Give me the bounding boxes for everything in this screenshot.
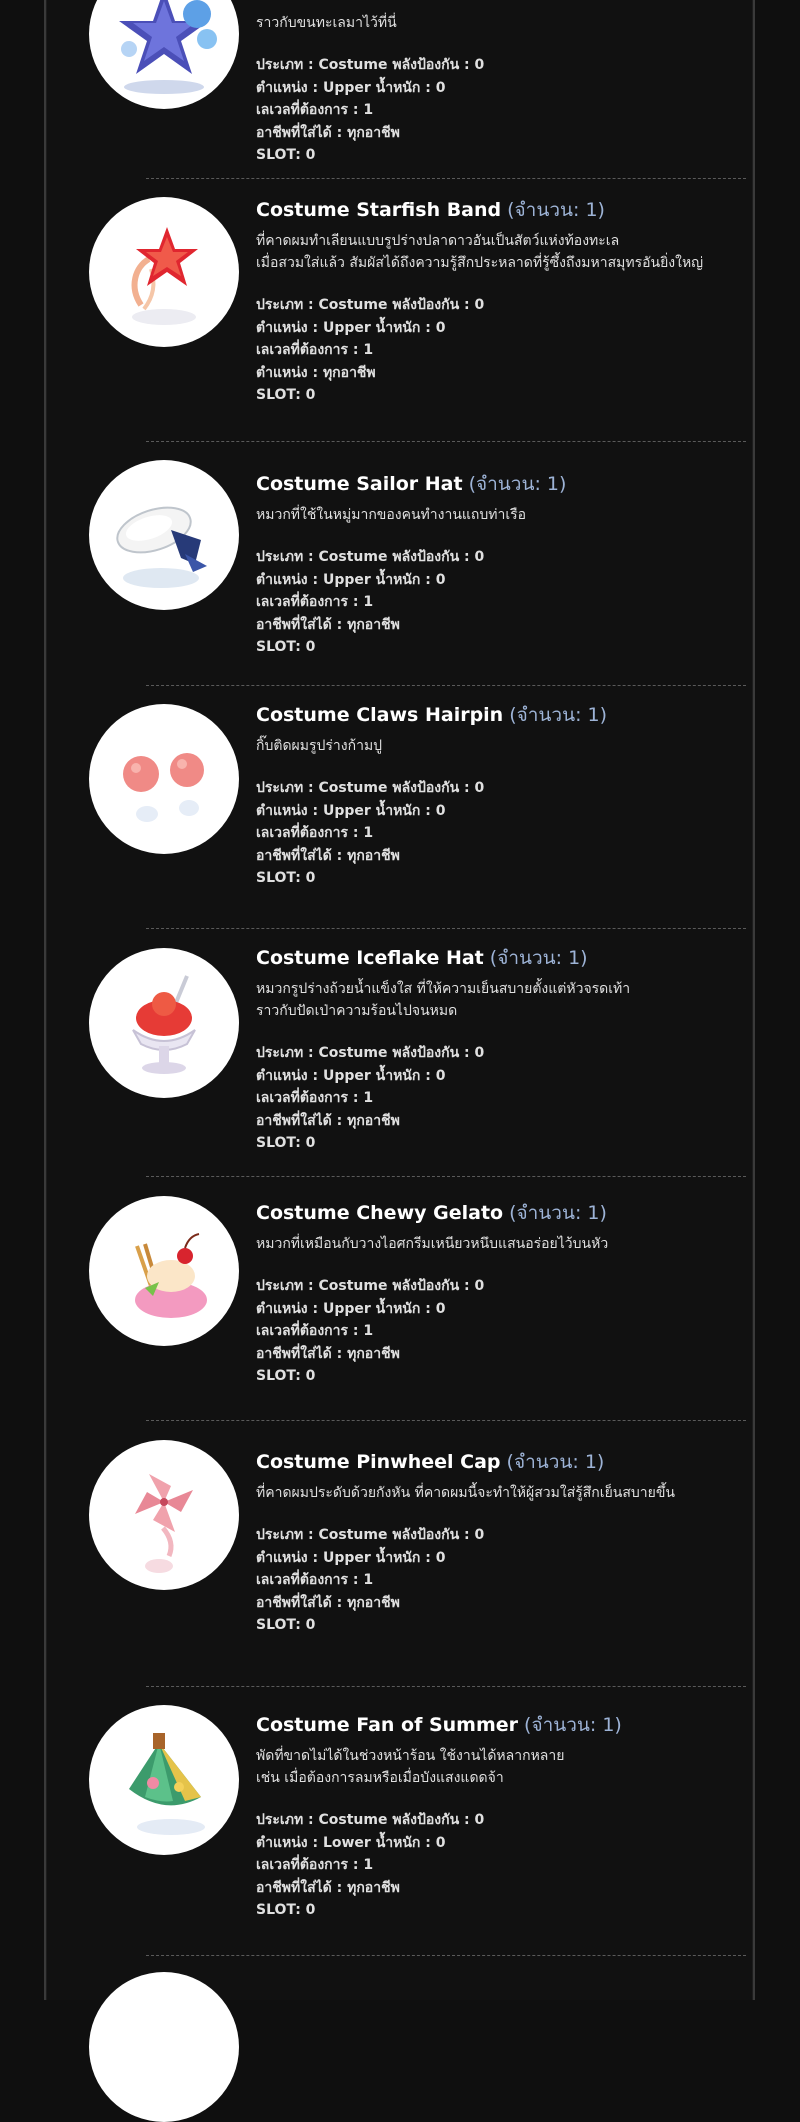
item-description: หมวกที่เหมือนกับวางไอศกรีมเหนียวหนึบแสนอร่อยไว้บนหัว (256, 1236, 609, 1252)
item-divider (146, 1686, 746, 1687)
item-position: ตำแหน่ง : Upper น้ำหนัก : 0 (256, 571, 446, 588)
item-slot: SLOT: 0 (256, 870, 316, 886)
item-job: อาชีพที่ใส่ได้ : ทุกอาชีพ (256, 1345, 400, 1362)
item-position: ตำแหน่ง : Upper น้ำหนัก : 0 (256, 79, 446, 96)
item-slot: SLOT: 0 (256, 1902, 316, 1918)
item-job: อาชีพที่ใส่ได้ : ทุกอาชีพ (256, 1594, 400, 1611)
item-level: เลเวลที่ต้องการ : 1 (256, 825, 374, 841)
item-type: ประเภท : Costume พลังป้องกัน : 0 (256, 1278, 485, 1294)
item-quantity: (จำนวน: 1) (468, 473, 567, 495)
item-type: ประเภท : Costume พลังป้องกัน : 0 (256, 1045, 485, 1061)
item-description: ราวกับขนทะเลมาไว้ที่นี่ (256, 15, 397, 31)
item-level: เลเวลที่ต้องการ : 1 (256, 1572, 374, 1588)
item-type: ประเภท : Costume พลังป้องกัน : 0 (256, 297, 485, 313)
item-title (256, 1450, 746, 1474)
item-level: เลเวลที่ต้องการ : 1 (256, 1323, 374, 1339)
item-type: ประเภท : Costume พลังป้องกัน : 0 (256, 1812, 485, 1828)
item-quantity: (จำนวน: 1) (509, 1202, 607, 1224)
item-slot: SLOT: 0 (256, 1368, 316, 1384)
item-title (256, 703, 746, 727)
item-level: เลเวลที่ต้องการ : 1 (256, 102, 374, 118)
pinwheel-cap-icon (89, 1440, 239, 1590)
item-job: อาชีพที่ใส่ได้ : ทุกอาชีพ (256, 616, 400, 633)
item-description: ที่คาดผมทำเลียนแบบรูปร่างปลาดาวอันเป็นสัตว์แห่งท้องทะเล เมื่อสวมใส่แล้ว สัมผัสได้ถึงความรู้สึกประหลาดที่รู้ซึ้งถึงมหาสมุทรอันยิ่งใหญ่ (256, 233, 704, 271)
item-divider (146, 685, 746, 686)
item-divider (146, 1176, 746, 1177)
item-level: เลเวลที่ต้องการ : 1 (256, 1090, 374, 1106)
item-quantity: (จำนวน: 1) (524, 1714, 622, 1736)
item-position: ตำแหน่ง : Upper น้ำหนัก : 0 (256, 319, 446, 336)
iceflake-hat-icon (89, 948, 239, 1098)
item-quantity: (จำนวน: 1) (506, 1451, 605, 1473)
item-position: ตำแหน่ง : Upper น้ำหนัก : 0 (256, 1300, 446, 1317)
item-title (256, 1201, 746, 1225)
item-name: Costume Fan of Summer (256, 1714, 519, 1736)
item-title (256, 946, 746, 970)
fan-of-summer-icon (89, 1705, 239, 1855)
item-quantity: (จำนวน: 1) (509, 704, 608, 726)
item-name: Costume Chewy Gelato (256, 1202, 504, 1224)
item-level: เลเวลที่ต้องการ : 1 (256, 342, 374, 358)
item-divider (146, 441, 746, 442)
item-job: อาชีพที่ใส่ได้ : ทุกอาชีพ (256, 1879, 400, 1896)
item-position: ตำแหน่ง : Upper น้ำหนัก : 0 (256, 802, 446, 819)
item-divider (146, 928, 746, 929)
item-divider (146, 1420, 746, 1421)
item-slot: SLOT: 0 (256, 387, 316, 403)
item-position: ตำแหน่ง : Lower น้ำหนัก : 0 (256, 1834, 446, 1851)
starfish-plush-icon (89, 0, 239, 109)
item-title (256, 1713, 746, 1737)
item-level: เลเวลที่ต้องการ : 1 (256, 1857, 374, 1873)
item-type: ประเภท : Costume พลังป้องกัน : 0 (256, 1527, 485, 1543)
item-type: ประเภท : Costume พลังป้องกัน : 0 (256, 549, 485, 565)
item-description: ที่คาดผมประดับด้วยกังหัน ที่คาดผมนี้จะทำให้ผู้สวมใส่รู้สึกเย็นสบายขึ้น (256, 1485, 675, 1501)
item-slot: SLOT: 0 (256, 639, 316, 655)
item-name: Costume Iceflake Hat (256, 947, 484, 969)
item-quantity: (จำนวน: 1) (489, 947, 588, 969)
item-position: ตำแหน่ง : Upper น้ำหนัก : 0 (256, 1549, 446, 1566)
item-name: Costume Claws Hairpin (256, 704, 504, 726)
item-description: หมวกรูปร่างถ้วยน้ำแข็งใส ที่ให้ความเย็นสบายตั้งแต่หัวจรดเท้า ราวกับปัดเป่าความร้อนไปจนหมด (256, 981, 631, 1019)
item-description: กิ๊บติดผมรูปร่างก้ามปู (256, 738, 383, 754)
item-title (256, 198, 746, 222)
item-name: Costume Starfish Band (256, 199, 502, 221)
item-list-panel (44, 0, 755, 2000)
item-name: Costume Pinwheel Cap (256, 1451, 501, 1473)
item-slot: SLOT: 0 (256, 1617, 316, 1633)
item-slot: SLOT: 0 (256, 1135, 316, 1151)
item-type: ประเภท : Costume พลังป้องกัน : 0 (256, 57, 485, 73)
item-job: อาชีพที่ใส่ได้ : ทุกอาชีพ (256, 847, 400, 864)
item-job: ตำแหน่ง : ทุกอาชีพ (256, 364, 376, 381)
item-level: เลเวลที่ต้องการ : 1 (256, 594, 374, 610)
next-item-icon (89, 1972, 239, 2122)
item-job: อาชีพที่ใส่ได้ : ทุกอาชีพ (256, 124, 400, 141)
sailor-hat-icon (89, 460, 239, 610)
starfish-band-icon (89, 197, 239, 347)
item-quantity: (จำนวน: 1) (507, 199, 605, 221)
item-description: หมวกที่ใช้ในหมู่มากของคนทำงานแถบท่าเรือ (256, 507, 527, 523)
claws-hairpin-icon (89, 704, 239, 854)
item-type: ประเภท : Costume พลังป้องกัน : 0 (256, 780, 485, 796)
item-position: ตำแหน่ง : Upper น้ำหนัก : 0 (256, 1067, 446, 1084)
item-divider (146, 1955, 746, 1956)
item-divider (146, 178, 746, 179)
item-name: Costume Sailor Hat (256, 473, 463, 495)
item-job: อาชีพที่ใส่ได้ : ทุกอาชีพ (256, 1112, 400, 1129)
item-description: พัดที่ขาดไม่ได้ในช่วงหน้าร้อน ใช้งานได้หลากหลาย เช่น เมื่อต้องการลมหรือเมื่อบังแสงแดดจ้า (256, 1748, 565, 1786)
item-title (256, 472, 746, 496)
chewy-gelato-icon (89, 1196, 239, 1346)
item-slot: SLOT: 0 (256, 147, 316, 163)
